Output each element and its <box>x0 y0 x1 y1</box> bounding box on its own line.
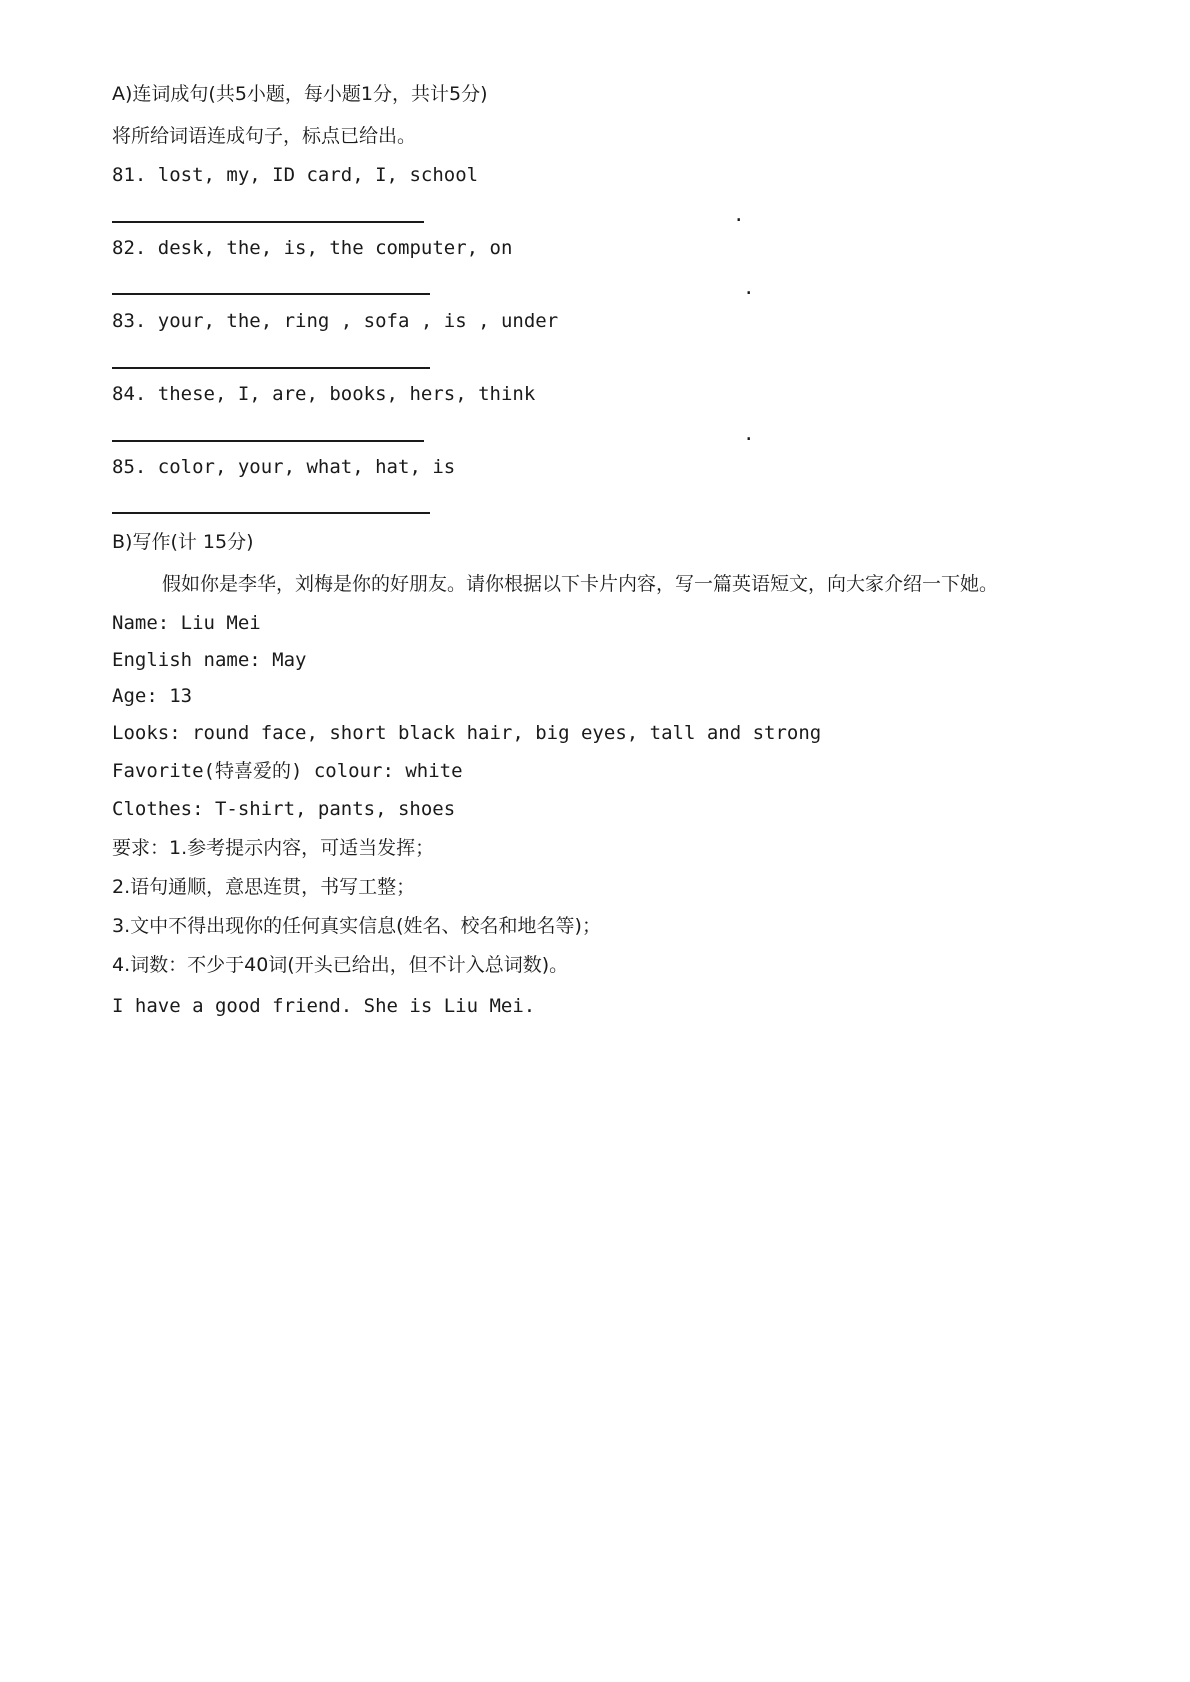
card-clothes: Clothes: T-shirt, pants, shoes <box>112 798 456 820</box>
answer-line-84[interactable] <box>112 440 424 442</box>
question-words: color, your, what, hat, is <box>157 456 456 478</box>
question-number: 85. <box>112 456 147 478</box>
question-85 <box>112 455 455 479</box>
requirement-1: 要求：1.参考提示内容，可适当发挥； <box>112 837 435 859</box>
card-name: Name: Liu Mei <box>112 612 261 634</box>
answer-line-83[interactable] <box>112 367 430 369</box>
question-84 <box>112 382 535 406</box>
end-mark-84: . <box>743 423 755 445</box>
card-favorite-colour: Favorite(特喜爱的) colour: white <box>112 760 463 782</box>
question-words: your, the, ring , sofa , is , under <box>157 310 559 332</box>
question-83 <box>112 309 558 333</box>
answer-line-82[interactable] <box>112 293 430 295</box>
question-words: these, I, are, books, hers, think <box>157 383 536 405</box>
question-81 <box>112 163 478 187</box>
card-age: Age: 13 <box>112 685 193 707</box>
card-looks: Looks: round face, short black hair, big eyes, tall and strong <box>112 722 822 744</box>
requirement-3: 3.文中不得出现你的任何真实信息(姓名、校名和地名等)； <box>112 915 601 937</box>
section-a-heading: A)连词成句(共5小题，每小题1分，共计5分) <box>112 83 488 105</box>
writing-prompt: 假如你是李华，刘梅是你的好朋友。请你根据以下卡片内容，写一篇英语短文，向大家介绍一下她。 <box>162 573 999 595</box>
requirement-2: 2.语句通顺，意思连贯，书写工整； <box>112 876 416 898</box>
question-words: desk, the, is, the computer, on <box>157 237 513 259</box>
section-a-instruction: 将所给词语连成句子，标点已给出。 <box>112 125 417 147</box>
answer-line-81[interactable] <box>112 221 424 223</box>
requirement-4: 4.词数：不少于40词(开头已给出，但不计入总词数)。 <box>112 954 569 976</box>
end-mark-82: . <box>743 277 755 299</box>
question-number: 84. <box>112 383 147 405</box>
question-words: lost, my, ID card, I, school <box>157 164 479 186</box>
question-number: 82. <box>112 237 147 259</box>
card-english-name: English name: May <box>112 649 307 671</box>
question-82 <box>112 236 512 260</box>
question-number: 83. <box>112 310 147 332</box>
end-mark-81: . <box>733 204 745 226</box>
question-number: 81. <box>112 164 147 186</box>
writing-opening: I have a good friend. She is Liu Mei. <box>112 995 536 1017</box>
section-b-heading: B)写作(计 15分) <box>112 531 254 553</box>
answer-line-85[interactable] <box>112 512 430 514</box>
